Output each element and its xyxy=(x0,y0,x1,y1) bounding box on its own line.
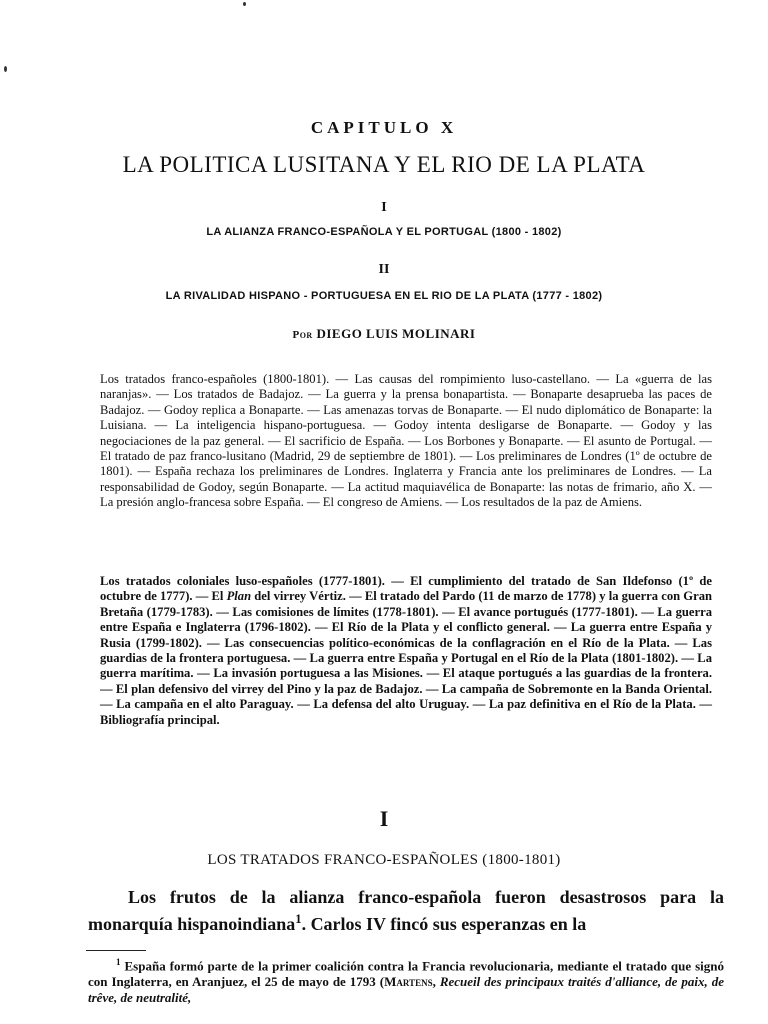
summary-paragraph: Los tratados franco-españoles (1800-1801). — Las causas del rompimiento luso-castellano. — La «guerra de las naranjas». — Los tratados de Badajoz. — La guerra y la prensa bonapartista. — Bonaparte desaprueba las paces de Badajoz. — Godoy replica a Bonaparte. — Las amenazas torvas de Bonaparte. — El nudo diplomático de Bonaparte: la Luisiana. — La inteligencia hispano-portuguesa. — Godoy intenta desligarse de Bonaparte. — Godoy y las negociaciones de la paz general. — El sacrificio de España. — Los Borbones y Bonaparte. — El asunto de Portugal. — El tratado de paz franco-lusitano (Madrid, 29 de septiembre de 1801). — Los preliminares de Londres (1º de octubre de 1801). — España rechaza los preliminares de Londres. Inglaterra y Francia ante los preliminares de Londres. — La responsabilidad de Godoy, según Bonaparte. — La actitud maquiavélica de Bonaparte: las notas de frimario, año X. — La presión anglo-francesa sobre España. — El congreso de Amiens. — Los resultados de la paz de Amiens. xyxy=(100,372,712,510)
footnote-ref: 1 xyxy=(295,912,302,926)
author-line xyxy=(0,326,768,342)
footnote-author: Martens xyxy=(384,974,433,990)
body-text xyxy=(88,886,724,935)
footnote-marker: 1 xyxy=(116,957,121,967)
body-sentence: . Carlos IV fincó sus esperanzas en la xyxy=(301,914,587,934)
section-number: I xyxy=(379,806,389,831)
author-name: DIEGO LUIS MOLINARI xyxy=(316,326,476,341)
chapter-label: CAPITULO X xyxy=(310,118,458,137)
author-prefix: Por xyxy=(292,329,313,341)
footnote-rule xyxy=(86,950,146,951)
chapter-summary xyxy=(100,574,712,728)
footnote-text: España formó parte de la primer coalición contra la Francia revolucionaria, mediante el tratado que signó con Inglaterra, en Aranjuez, el 25 de mayo de 1793 ( xyxy=(88,958,724,990)
footnote-text: , xyxy=(432,974,440,990)
chapter-title: LA POLITICA LUSITANA Y EL RIO DE LA PLATA xyxy=(122,152,646,177)
part-title: LA ALIANZA FRANCO-ESPAÑOLA Y EL PORTUGAL (1800 - 1802) xyxy=(206,226,562,238)
section-title: LOS TRATADOS FRANCO-ESPAÑOLES (1800-1801) xyxy=(207,852,561,868)
part-number: I xyxy=(381,200,387,215)
print-speck xyxy=(243,2,246,6)
part-title: LA RIVALIDAD HISPANO - PORTUGUESA EN EL RIO DE LA PLATA (1777 - 1802) xyxy=(165,290,603,302)
body-sentence: Los frutos de la alianza franco-española fueron desastrosos para la monarquía hispanoindiana xyxy=(88,887,724,934)
summary-text: del virrey Vértiz. — El tratado del Pardo (11 de marzo de 1778) y la guerra con Gran Bretaña (1779-1783). — Las comisiones de límites (1778-1801). — El avance portugués (1777-1801). — La guerra entre España e Inglaterra (1796-1802). — El Río de la Plata y el conflicto general. — La guerra entre España y Rusia (1799-1802). — Las consecuencias político-económicas de la conflagración en el Río de la Plata. — Las guardias de la frontera portuguesa. — La guerra entre España y Portugal en el Río de la Plata (1801-1802). — La guerra marítima. — La invasión portuguesa a las Misiones. — El ataque portugués a las guardias de la frontera. — El plan defensivo del virrey del Pino y la paz de Badajoz. — La campaña de Sobremonte en la Banda Oriental. — La campaña en el alto Paraguay. — La defensa del alto Uruguay. — La paz definitiva en el Río de la Plata. — Bibliografía principal. xyxy=(100,589,712,727)
footnote xyxy=(88,954,724,1006)
summary-text: Los tratados coloniales luso-españoles (1777-1801). — El cumplimiento del tratado de San Ildefonso (1º de octubre de 1777). — El xyxy=(100,574,712,604)
footnote-paragraph xyxy=(88,954,724,1006)
footnote-work: Recueil des principaux traités d'alliance, de paix, de trêve, de neutralité, xyxy=(88,974,725,1006)
part-number: II xyxy=(378,262,390,277)
chapter-summary xyxy=(100,372,712,511)
print-speck xyxy=(4,66,7,72)
summary-paragraph xyxy=(100,574,712,728)
body-paragraph xyxy=(88,886,724,935)
summary-text-italic: Plan xyxy=(226,589,252,604)
